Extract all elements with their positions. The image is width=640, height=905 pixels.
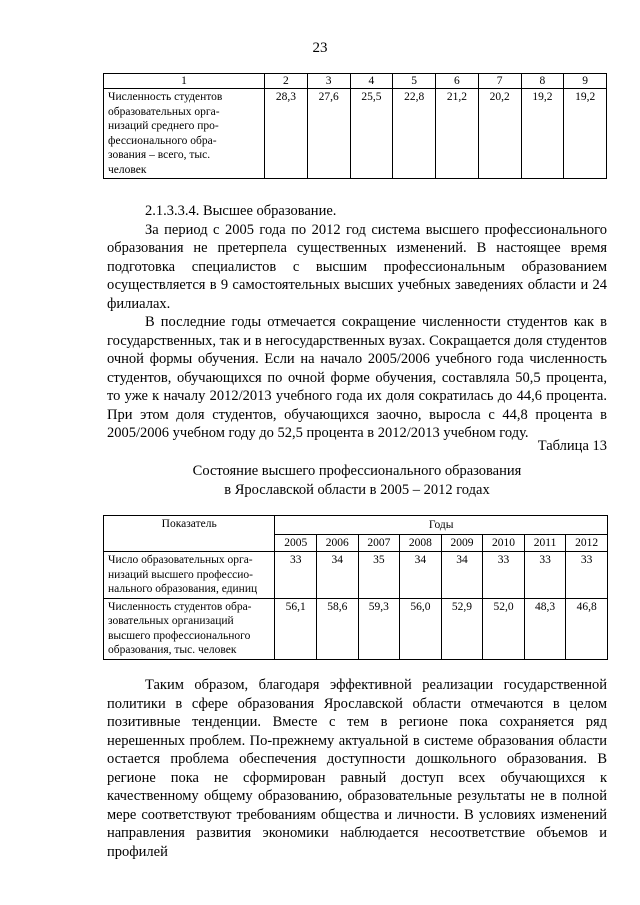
indicator-line: образовательных орга-: [108, 105, 220, 118]
paragraph: Таким образом, благодаря эффективной реализации государственной политики в сфере образования Ярославской области отмечаются в целом позитивные тенденции. Вместе с тем в регионе пока сохраняется ряд нерешенных проблем. По-прежнему актуальной в системе образования области остается проблема обеспечения доступности дошкольного образования. В регионе пока не сформирован равный доступ всех обучающихся к качественному общему образованию, образовательные результаты не в полной мере соответствуют требованиям общества и личности. В условиях изменений направления развития экономики наблюдается несоответствие объемов и профилей: [107, 677, 607, 860]
table-header-cell: 8: [521, 74, 564, 89]
table-cell: 20,2: [478, 89, 521, 179]
table-cell: 52,0: [483, 598, 525, 659]
year-cell: 2009: [441, 535, 483, 552]
table-cell: 25,5: [350, 89, 393, 179]
table-cell: 59,3: [358, 598, 400, 659]
table-cell: 33: [524, 552, 566, 599]
paragraph: В последние годы отмечается сокращение численности студентов как в государственных, так и в негосударственных вузах. Сокращается доля студентов очной формы обучения. Если на начало 2005/2006 учебного года численность студентов, обучающихся по очной форме обучения, составляла 50,5 процента, то уже к началу 2012/2013 учебного года их доля сократилась до 44,6 процента. При этом доля студентов, обучающихся заочно, выросла с 44,8 процента в 2005/2006 учебном году до 52,5 процента в 2012/2013 учебном году.: [107, 314, 607, 441]
conclusion-body: [107, 676, 607, 861]
header-indicator: Показатель: [104, 516, 275, 552]
table-cell: 33: [566, 552, 608, 599]
table-header-cell: 3: [307, 74, 350, 89]
table-label: Таблица 13: [537, 438, 607, 454]
page-number: 23: [312, 40, 328, 56]
indicator-line: зовательных организаций: [108, 615, 234, 627]
indicator-line: Численность студентов обра-: [108, 600, 252, 613]
table-cell: 46,8: [566, 598, 608, 659]
year-cell: 2006: [316, 535, 358, 552]
indicator-line: человек: [108, 163, 147, 176]
table-row: [104, 89, 607, 179]
table-student-count-secondary: [103, 73, 607, 179]
table-header-cell: 2: [265, 74, 308, 89]
year-cell: 2012: [566, 535, 608, 552]
table-header-cell: 6: [436, 74, 479, 89]
section-body: [107, 202, 607, 443]
indicator-line: нального образования, единиц: [108, 583, 258, 595]
indicator-line: низаций среднего про-: [108, 120, 219, 132]
table-header-row: [104, 74, 607, 89]
indicator-line: высшего профессионального: [108, 629, 251, 642]
row-indicator: [104, 89, 265, 179]
table-row: [104, 552, 608, 599]
table-header-cell: 7: [478, 74, 521, 89]
table-title-line: в Ярославской области в 2005 – 2012 годах: [224, 481, 490, 498]
table-cell: 34: [400, 552, 442, 599]
indicator-line: низаций высшего профессио-: [108, 568, 254, 581]
table-header-cell: 5: [393, 74, 436, 89]
table-cell: 48,3: [524, 598, 566, 659]
row-indicator: [104, 552, 275, 599]
indicator-line: фессионального обра-: [108, 134, 217, 147]
table-cell: 58,6: [316, 598, 358, 659]
indicator-line: зования – всего, тыс.: [108, 149, 211, 161]
table-cell: 52,9: [441, 598, 483, 659]
table-header-row: [104, 516, 608, 535]
paragraph: За период с 2005 года по 2012 год система высшего профессионального образования не претерпела существенных изменений. В настоящее время подготовка специалистов с высшим профессиональным образованием осуществляется в 9 самостоятельных высших учебных заведениях области и 24 филиалах.: [107, 221, 607, 312]
table-cell: 34: [316, 552, 358, 599]
table-row: [104, 598, 608, 659]
header-years: Годы: [275, 516, 608, 535]
table-header-cell: 9: [564, 74, 607, 89]
table-cell: 56,1: [275, 598, 317, 659]
year-cell: 2005: [275, 535, 317, 552]
year-cell: 2008: [400, 535, 442, 552]
table-title: [107, 462, 607, 499]
indicator-line: Численность студентов: [108, 91, 223, 103]
row-indicator: [104, 598, 275, 659]
table-cell: 56,0: [400, 598, 442, 659]
table-cell: 21,2: [436, 89, 479, 179]
year-cell: 2010: [483, 535, 525, 552]
indicator-line: образования, тыс. человек: [108, 644, 237, 656]
table-cell: 19,2: [564, 89, 607, 179]
table-title-line: Состояние высшего профессионального образования: [192, 463, 522, 479]
table-cell: 27,6: [307, 89, 350, 179]
table-higher-education: [103, 515, 608, 660]
year-cell: 2007: [358, 535, 400, 552]
table-header-cell: 1: [104, 74, 265, 89]
table-cell: 33: [275, 552, 317, 599]
indicator-line: Число образовательных орга-: [108, 554, 253, 566]
section-heading: 2.1.3.3.4. Высшее образование.: [145, 203, 337, 219]
year-cell: 2011: [524, 535, 566, 552]
table-cell: 34: [441, 552, 483, 599]
table-cell: 19,2: [521, 89, 564, 179]
table-cell: 35: [358, 552, 400, 599]
table-cell: 22,8: [393, 89, 436, 179]
table-cell: 28,3: [265, 89, 308, 179]
table-cell: 33: [483, 552, 525, 599]
table-header-cell: 4: [350, 74, 393, 89]
